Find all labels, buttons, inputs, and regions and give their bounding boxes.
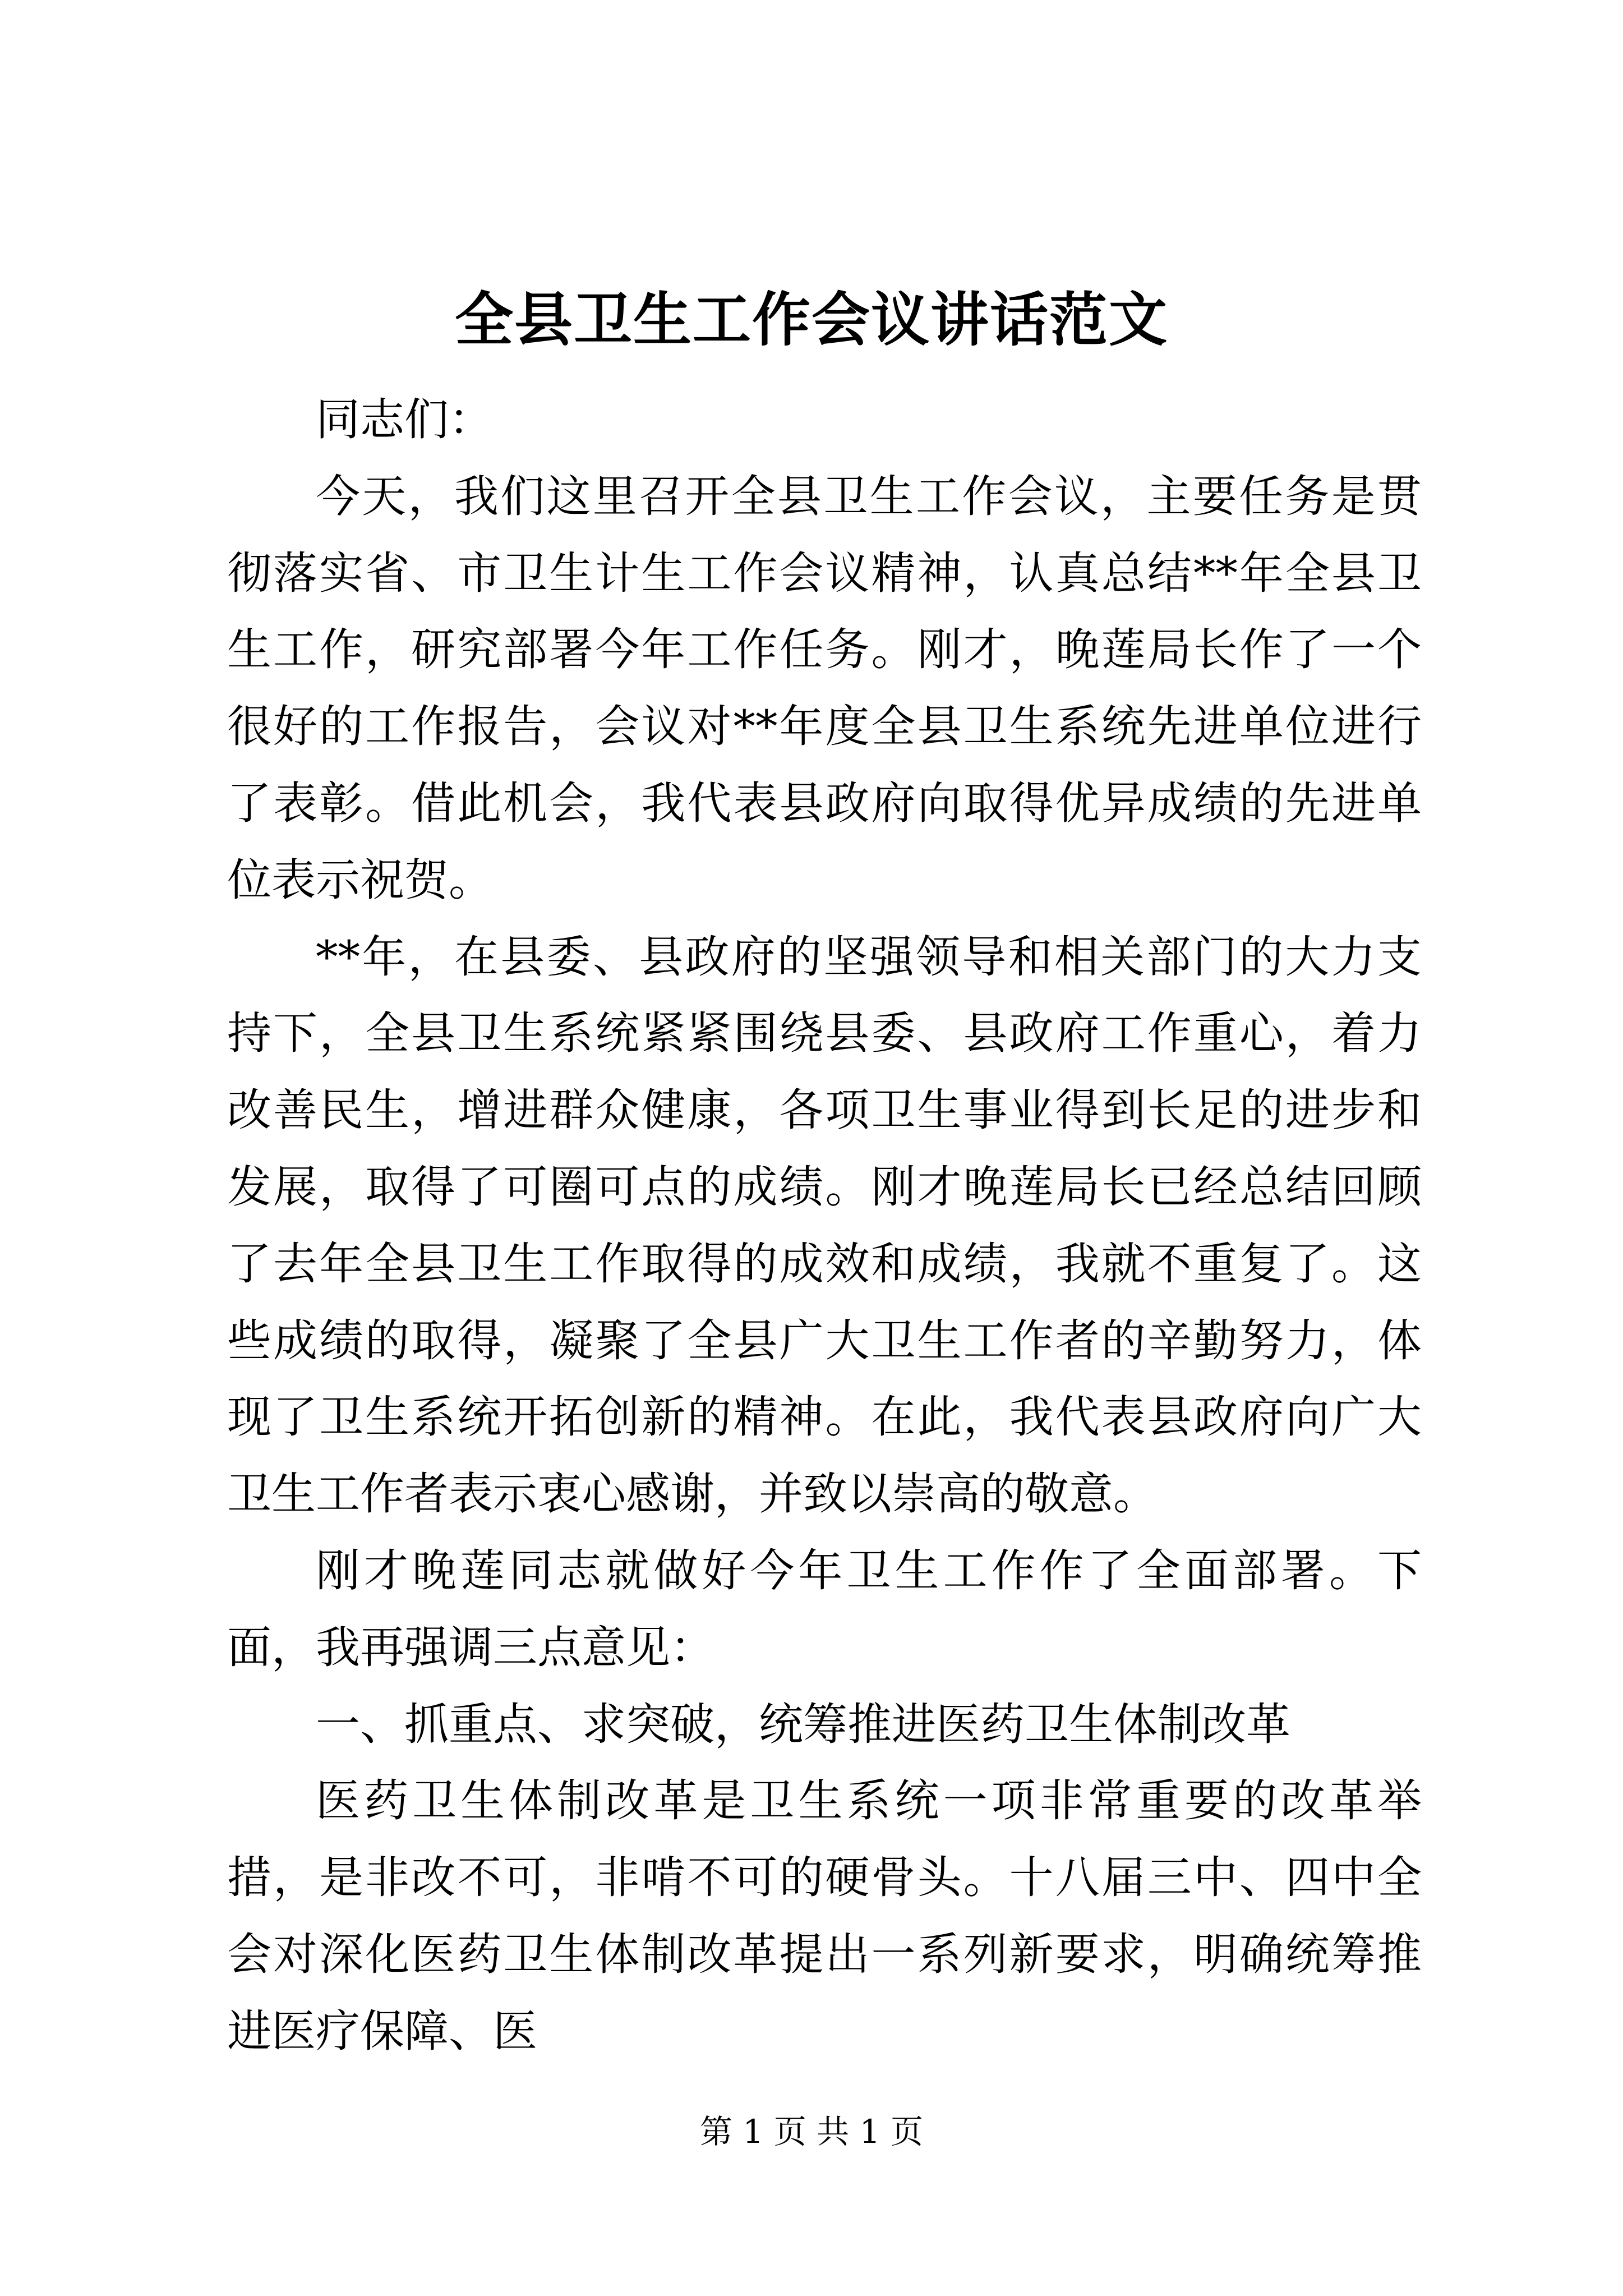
- salutation: 同志们：: [316, 394, 493, 445]
- paragraph-achievements: **年，在县委、县政府的坚强领导和相关部门的大力支持下，全县卫生系统紧紧围绕县委、县政府工作重心，着力改善民生，增进群众健康，各项卫生事业得到长足的进步和发展，取得了可圈可点的成绩。刚才晚莲局长已经总结回顾了去年全县卫生工作取得的成效和成绩，我就不重复了。这些成绩的取得，凝聚了全县广大卫生工作者的辛勤努力，体现了卫生系统开拓创新的精神。在此，我代表县政府向广大卫生工作者表示衷心感谢，并致以崇高的敬意。: [227, 931, 1422, 1520]
- document-title: 全县卫生工作会议讲话范文: [454, 285, 1168, 354]
- paragraph-reform: 医药卫生体制改革是卫生系统一项非常重要的改革举措，是非改不可，非啃不可的硬骨头。十八届三中、四中全会对深化医药卫生体制改革提出一系列新要求，明确统筹推进医疗保障、医: [227, 1775, 1422, 2057]
- section-heading-one: 一、抓重点、求突破，统筹推进医药卫生体制改革: [316, 1698, 1290, 1750]
- document-body: [227, 381, 1422, 2070]
- paragraph-transition: 刚才晚莲同志就做好今年卫生工作作了全面部署。下面，我再强调三点意见：: [227, 1544, 1422, 1673]
- page-footer: 第 1 页 共 1 页: [700, 2113, 923, 2151]
- paragraph-opening: 今天，我们这里召开全县卫生工作会议，主要任务是贯彻落实省、市卫生计生工作会议精神，认真总结**年全县卫生工作，研究部署今年工作任务。刚才，晚莲局长作了一个很好的工作报告，会议对**年度全县卫生系统先进单位进行了表彰。借此机会，我代表县政府向取得优异成绩的先进单位表示祝贺。: [227, 470, 1422, 906]
